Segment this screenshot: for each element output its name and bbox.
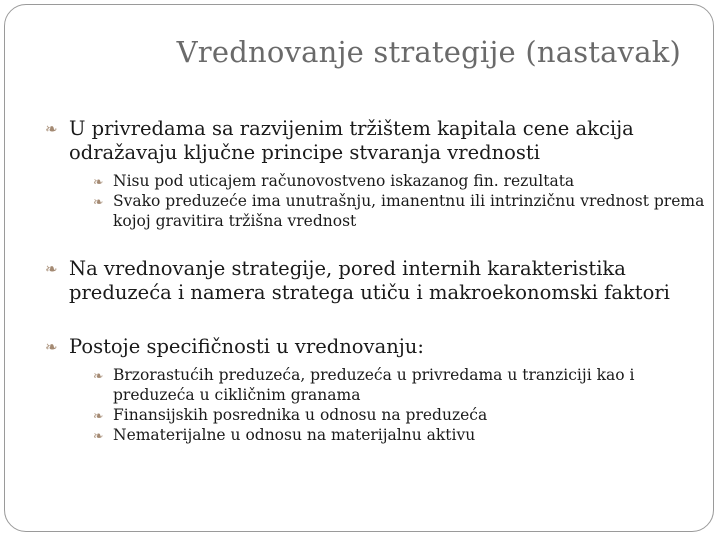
bullet-3-sub-3-text: Nematerijalne u odnosu na materijalnu aktivu (113, 426, 476, 444)
bullet-3-sub-1 (87, 365, 705, 405)
bullet-3-sub-3 (87, 425, 705, 445)
feather-bullet-icon: ❧ (45, 338, 58, 356)
bullet-3 (45, 335, 705, 359)
feather-bullet-icon: ❧ (45, 120, 58, 138)
bullet-1-sub-2-text: Svako preduzeće ima unutrašnju, imanentnu ili intrinzičnu vrednost prema kojoj gravitira tržišna vrednost (113, 192, 705, 230)
bullet-1-sub-1 (87, 171, 705, 191)
feather-bullet-icon: ❧ (93, 368, 104, 383)
feather-bullet-icon: ❧ (93, 194, 104, 209)
bullet-1 (45, 117, 705, 165)
bullet-3-sub-2-text: Finansijskih posrednika u odnosu na preduzeća (113, 406, 488, 424)
feather-bullet-icon: ❧ (93, 428, 104, 443)
bullet-3-text: Postoje specifičnosti u vrednovanju: (69, 335, 424, 358)
bullet-3-sub-1-text: Brzorastućih preduzeća, preduzeća u privredama u tranziciji kao i preduzeća u cikličnim granama (113, 366, 635, 404)
slide-title: Vrednovanje strategije (nastavak) (176, 35, 681, 69)
bullet-2 (45, 257, 705, 305)
bullet-1-sub-2 (87, 191, 705, 231)
feather-bullet-icon: ❧ (93, 408, 104, 423)
bullet-3-sub-2 (87, 405, 705, 425)
slide (4, 4, 714, 532)
slide-content (45, 117, 705, 445)
feather-bullet-icon: ❧ (93, 174, 104, 189)
feather-bullet-icon: ❧ (45, 260, 58, 278)
bullet-1-sub-1-text: Nisu pod uticajem računovostveno iskazanog fin. rezultata (113, 172, 575, 190)
bullet-1-text: U privredama sa razvijenim tržištem kapitala cene akcija odražavaju ključne principe stvaranja vrednosti (69, 117, 634, 164)
bullet-2-text: Na vrednovanje strategije, pored internih karakteristika preduzeća i namera stratega utiču i makroekonomski faktori (69, 257, 670, 304)
